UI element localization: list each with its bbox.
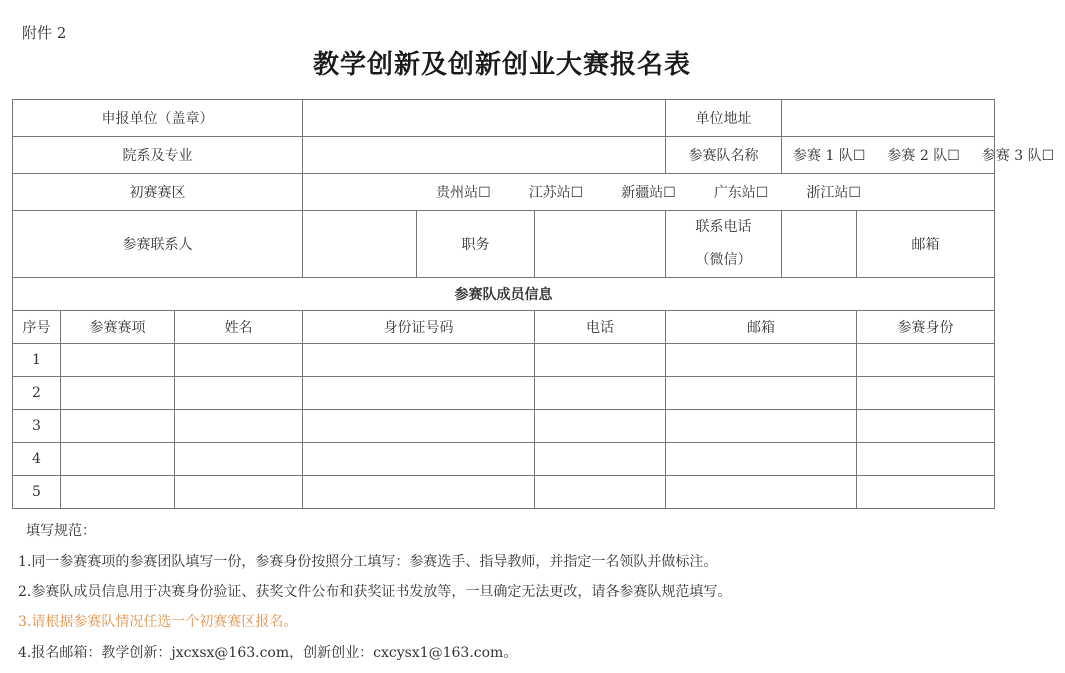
- role-cell[interactable]: [857, 377, 995, 410]
- name-cell[interactable]: [175, 377, 303, 410]
- phone-label-line2: （微信）: [695, 252, 752, 268]
- col-header-role: 参赛身份: [857, 311, 995, 344]
- position-label: 职务: [417, 211, 535, 278]
- table-row: [13, 344, 995, 377]
- region-label: 初赛赛区: [13, 174, 303, 211]
- dept-label: 院系及专业: [13, 137, 303, 174]
- col-header-event: 参赛赛项: [61, 311, 175, 344]
- attachment-label: 附件 2: [22, 24, 67, 42]
- dept-input[interactable]: [303, 137, 666, 174]
- col-header-email: 邮箱: [666, 311, 857, 344]
- event-cell[interactable]: [61, 344, 175, 377]
- team-option-1[interactable]: 参赛 1 队☐: [793, 148, 866, 164]
- region-options: [303, 174, 995, 211]
- table-row: [13, 410, 995, 443]
- id-number-cell[interactable]: [303, 410, 535, 443]
- instructions-heading: 填写规范：: [26, 523, 96, 539]
- role-cell[interactable]: [857, 410, 995, 443]
- address-label: 单位地址: [666, 100, 782, 137]
- role-cell[interactable]: [857, 476, 995, 509]
- col-header-id-number: 身份证号码: [303, 311, 535, 344]
- team-options: [782, 137, 1055, 174]
- email-cell[interactable]: [666, 377, 857, 410]
- phone-cell[interactable]: [535, 443, 666, 476]
- name-cell[interactable]: [175, 344, 303, 377]
- contact-label: 参赛联系人: [13, 211, 303, 278]
- col-header-index: 序号: [13, 311, 61, 344]
- region-option-jiangsu[interactable]: 江苏站☐: [528, 185, 584, 201]
- id-number-cell[interactable]: [303, 476, 535, 509]
- team-name-label: 参赛队名称: [666, 137, 782, 174]
- instruction-item-2: 2.参赛队成员信息用于决赛身份验证、获奖文件公布和获奖证书发放等，一旦确定无法更改，请各参赛队规范填写。: [18, 584, 732, 600]
- event-cell[interactable]: [61, 443, 175, 476]
- event-cell[interactable]: [61, 410, 175, 443]
- table-row: [13, 443, 995, 476]
- phone-cell[interactable]: [535, 344, 666, 377]
- email-cell[interactable]: [666, 476, 857, 509]
- phone-cell[interactable]: [535, 377, 666, 410]
- row-index: 2: [13, 377, 61, 410]
- phone-cell[interactable]: [535, 410, 666, 443]
- name-cell[interactable]: [175, 443, 303, 476]
- address-input[interactable]: [782, 100, 995, 137]
- event-cell[interactable]: [61, 476, 175, 509]
- registration-form-table: [12, 99, 1055, 509]
- members-section-title: 参赛队成员信息: [13, 278, 995, 311]
- email-label: 邮箱: [857, 211, 995, 278]
- email-cell[interactable]: [666, 443, 857, 476]
- instruction-item-3: 3.请根据参赛队情况任选一个初赛赛区报名。: [18, 614, 298, 630]
- region-option-xinjiang[interactable]: 新疆站☐: [621, 185, 676, 201]
- table-row: [13, 476, 995, 509]
- row-index: 4: [13, 443, 61, 476]
- row-index: 3: [13, 410, 61, 443]
- col-header-name: 姓名: [175, 311, 303, 344]
- phone-input[interactable]: [782, 211, 857, 278]
- page-title: 教学创新及创新创业大赛报名表: [312, 50, 691, 80]
- col-header-phone: 电话: [535, 311, 666, 344]
- instruction-item-1: 1.同一参赛赛项的参赛团队填写一份，参赛身份按照分工填写：参赛选手、指导教师，并指定一名领队并做标注。: [18, 554, 718, 570]
- id-number-cell[interactable]: [303, 443, 535, 476]
- event-cell[interactable]: [61, 377, 175, 410]
- instruction-item-4: 4.报名邮箱：教学创新：jxcxsx@163.com，创新创业：cxcysx1@163.com。: [18, 645, 518, 661]
- unit-label: 申报单位（盖章）: [13, 100, 303, 137]
- role-cell[interactable]: [857, 344, 995, 377]
- team-option-3[interactable]: 参赛 3 队☐: [981, 148, 1055, 164]
- email-cell[interactable]: [666, 344, 857, 377]
- email-cell[interactable]: [666, 410, 857, 443]
- row-index: 1: [13, 344, 61, 377]
- position-input[interactable]: [535, 211, 666, 278]
- region-option-zhejiang[interactable]: 浙江站☐: [806, 185, 861, 201]
- contact-input[interactable]: [303, 211, 417, 278]
- name-cell[interactable]: [175, 476, 303, 509]
- id-number-cell[interactable]: [303, 377, 535, 410]
- unit-input[interactable]: [303, 100, 666, 137]
- row-index: 5: [13, 476, 61, 509]
- name-cell[interactable]: [175, 410, 303, 443]
- phone-cell[interactable]: [535, 476, 666, 509]
- team-option-2[interactable]: 参赛 2 队☐: [887, 148, 960, 164]
- table-row: [13, 377, 995, 410]
- region-option-guizhou[interactable]: 贵州站☐: [436, 185, 491, 201]
- region-option-guangdong[interactable]: 广东站☐: [713, 185, 769, 201]
- phone-label-line1: 联系电话: [695, 219, 752, 235]
- phone-label: [666, 211, 782, 278]
- role-cell[interactable]: [857, 443, 995, 476]
- id-number-cell[interactable]: [303, 344, 535, 377]
